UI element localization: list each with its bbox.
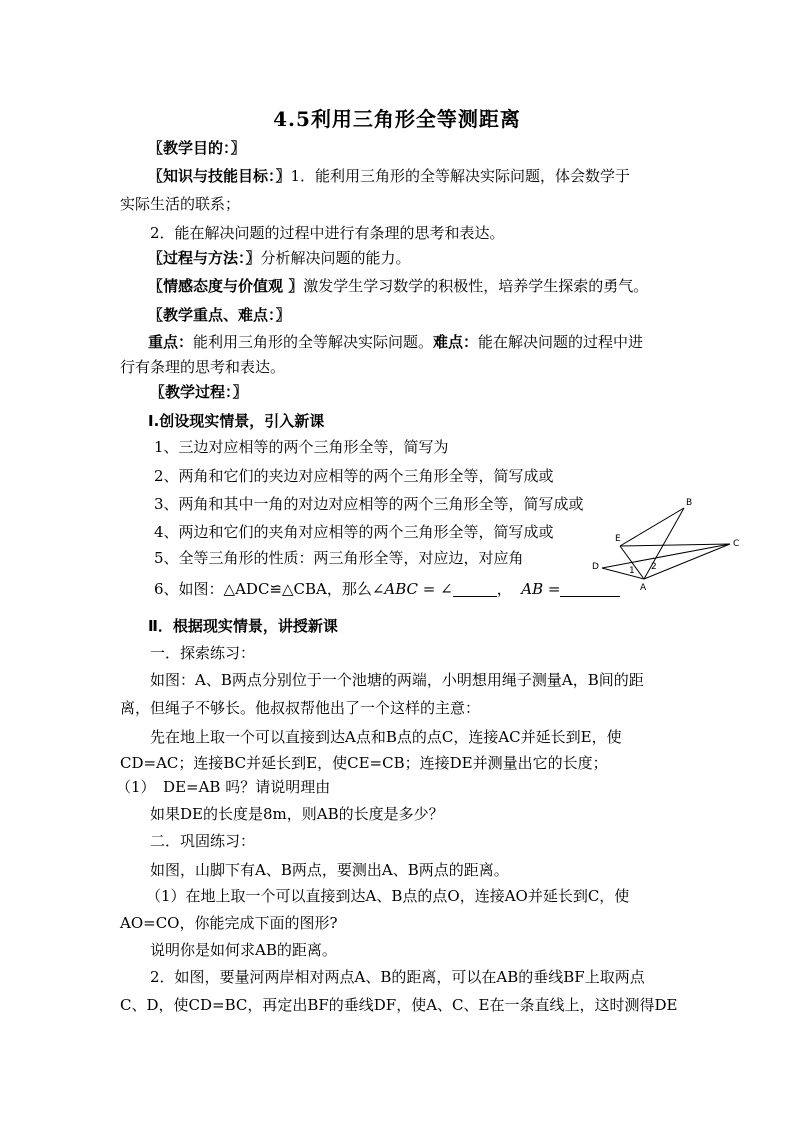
explore-q2: 如果DE的长度是8m，则AB的长度是多少？ (150, 805, 444, 823)
consolidate-p4a: 2．如图，要量河两岸相对两点A、B的距离，可以在AB的垂线BF上取两点 (150, 968, 645, 986)
explore-q1: （1） DE=AB 吗？请说明理由 (116, 778, 331, 796)
label-d: D (592, 562, 599, 572)
consolidate-p2a: （1）在地上取一个可以直接到达A、B点的点O，连接AO并延长到C，使 (146, 887, 630, 905)
keypoints-line-2: 行有条理的思考和表达。 (120, 358, 286, 376)
page-title: 4.5利用三角形全等测距离 (273, 107, 521, 131)
knowledge-line-2: 实际生活的联系； (120, 195, 241, 213)
review-item-2: 2、两角和它们的夹边对应相等的两个三角形全等，简写成或 (154, 467, 554, 485)
consolidate-p4b: C、D，使CD=BC，再定出BF的垂线DF，使A、C、E在一条直线上，这时测得DE (120, 996, 678, 1014)
emotion-label: 〖情感态度与价值观 〗 (148, 277, 304, 295)
line-ec (620, 544, 730, 546)
section2-title: Ⅱ．根据现实情景，讲授新课 (148, 617, 338, 635)
keypoints-line-1 (148, 332, 708, 352)
label-1: 1 (629, 566, 635, 576)
label-b: B (686, 498, 693, 508)
triangle-figure (588, 494, 748, 590)
review-item-5: 5、全等三角形的性质：两三角形全等，对应边，对应角 (154, 549, 524, 567)
consolidate-p1: 如图，山脚下有A、B两点，要测出A、B两点的距离。 (150, 861, 509, 879)
item6-ab: AB = (521, 580, 561, 598)
emotion-line (148, 276, 708, 296)
item6-angle: ∠ABC = ∠ (371, 580, 453, 598)
process-label: 〖过程与方法：〗 (148, 249, 261, 267)
explore-title: 一．探索练习： (150, 644, 256, 662)
explore-p2b: CD=AC；连接BC并延长到E，使CE=CB；连接DE并测量出它的长度； (120, 754, 608, 772)
explore-p2a: 先在地上取一个可以直接到达A点和B点的点C，连接AC并延长到E，使 (150, 728, 622, 746)
consolidate-title: 二．巩固练习： (150, 832, 256, 850)
key-label: 重点： (148, 333, 194, 351)
process-heading: 〖教学过程：〗 (150, 383, 248, 401)
label-c: C (733, 539, 740, 549)
consolidate-p2b: AO=CO，你能完成下面的图形? (120, 914, 338, 932)
keypoints-heading: 〖教学重点、难点：〗 (148, 306, 291, 324)
explore-p1a: 如图：A、B两点分别位于一个池塘的两端，小明想用绳子测量A，B间的距 (150, 671, 644, 689)
knowledge-label: 〖知识与技能目标：〗 (148, 167, 291, 185)
explore-p1b: 离，但绳子不够长。他叔叔帮他出了一个这样的主意： (120, 699, 481, 717)
review-item-3: 3、两角和其中一角的对边对应相等的两个三角形全等，简写成或 (154, 495, 584, 513)
item6-prefix: 6、如图：△ADC≌△CBA，那么 (154, 580, 372, 598)
line-ac (644, 544, 730, 579)
line-ab (644, 508, 684, 579)
difficult-label: 难点： (433, 333, 479, 351)
emotion-text: 激发学生学习数学的积极性，培养学生探索的勇气。 (303, 277, 649, 295)
review-item-1: 1、三边对应相等的两个三角形全等，简写为 (154, 438, 449, 456)
section1-title: Ⅰ.创设现实情景，引入新课 (148, 412, 325, 430)
key-text: 能利用三角形的全等解决实际问题。 (193, 333, 434, 351)
label-a: A (640, 583, 647, 590)
line-eb (620, 508, 684, 546)
answer-blank-angle[interactable] (453, 580, 497, 597)
process-text: 分析解决问题的能力。 (260, 249, 411, 267)
knowledge-line-1 (148, 166, 708, 186)
consolidate-p3: 说明你是如何求AB的距离。 (150, 941, 337, 959)
knowledge-text-1: 1．能利用三角形的全等解决实际问题，体会数学于 (290, 167, 631, 185)
label-e: E (615, 534, 621, 544)
process-method-line (148, 248, 708, 268)
knowledge-line-3: 2．能在解决问题的过程中进行有条理的思考和表达。 (150, 224, 505, 242)
label-2: 2 (651, 562, 657, 572)
item6-sep: ， (496, 580, 512, 598)
difficult-text-1: 能在解决问题的过程中进 (478, 333, 644, 351)
objectives-heading: 〖教学目的：〗 (148, 139, 246, 157)
review-item-4: 4、两边和它们的夹角对应相等的两个三角形全等，简写成或 (154, 523, 554, 541)
